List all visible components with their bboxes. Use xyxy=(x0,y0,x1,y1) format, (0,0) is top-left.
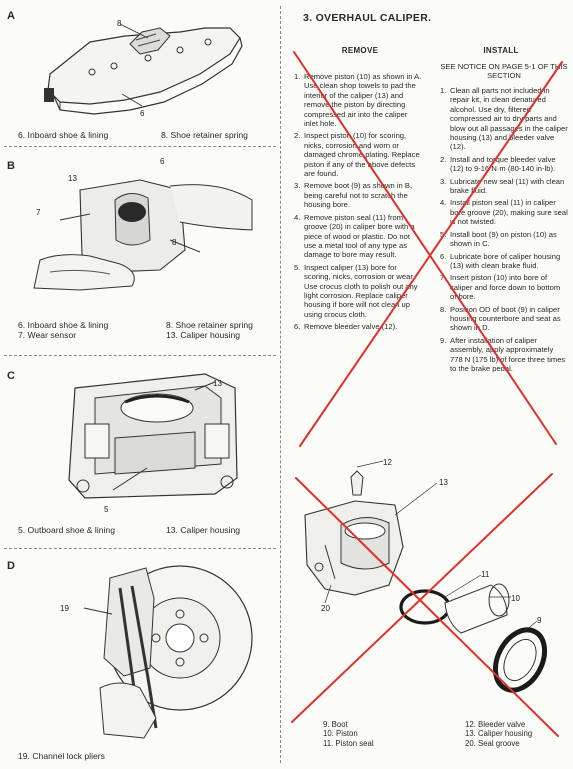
legend-left xyxy=(323,720,374,748)
install-step: 3. Lubricate new seal (11) with clean brake fluid. xyxy=(440,176,565,196)
callout-exploded-10: 10 xyxy=(511,594,520,603)
figure-a-caption-8: 8. Shoe retainer spring xyxy=(161,130,248,140)
remove-step: 1. Remove piston (10) as shown in A. Use clean shop towels to pad the interior of the caliper (13) and remove the piston by directing compressed air into the caliper inlet hole. xyxy=(294,72,422,129)
callout-exploded-13: 13 xyxy=(439,478,448,487)
figure-c-caption-13: 13. Caliper housing xyxy=(166,525,241,535)
callout-exploded-20: 20 xyxy=(321,604,330,613)
install-step: 4. Install piston seal (11) in caliper bore groove (20), making sure seal is not twisted. xyxy=(440,198,568,227)
install-step: 5. Install boot (9) on piston (10) as shown in C. xyxy=(440,229,557,249)
remove-step: 2. Inspect piston (10) for scoring, nicks, corrosion and worn or damaged chrome plating. Replace piston if any of the above defects are found. xyxy=(294,131,420,179)
figure-a-letter: A xyxy=(7,10,15,22)
callout-c-13: 13 xyxy=(213,379,222,388)
install-step: 8. Position OD of boot (9) in caliper housing counterbore and seat as shown in D. xyxy=(440,304,561,333)
legend-item: 11. Piston seal xyxy=(323,738,374,748)
figure-d-caption-19: 19. Channel lock pliers xyxy=(18,751,105,761)
install-heading: INSTALL xyxy=(483,46,519,55)
callout-exploded-12: 12 xyxy=(383,458,392,467)
figure-d-callouts xyxy=(0,548,281,769)
figure-b-caption-13: 13. Caliper housing xyxy=(166,330,241,340)
legend-item: 10. Piston xyxy=(323,729,358,739)
figure-a-caption-6: 6. Inboard shoe & lining xyxy=(18,130,109,140)
figure-b-caption-8: 8. Shoe retainer spring xyxy=(166,320,253,330)
legend-item: 12. Bleeder valve xyxy=(465,720,526,729)
callout-a-8: 8 xyxy=(117,19,122,28)
remove-steps-list xyxy=(294,72,422,335)
install-steps-list xyxy=(440,86,568,376)
figure-b-caption-7: 7. Wear sensor xyxy=(18,330,77,340)
callout-exploded-9: 9 xyxy=(537,616,542,625)
remove-heading: REMOVE xyxy=(341,46,379,55)
install-step: 2. Install and torque bleeder valve (12) to 9-16 N·m (80-140 in-lb). xyxy=(440,154,556,174)
install-step: 9. After installation of caliper assembly, apply approximately 778 N (175 lb) of force three times to the brake pedal. xyxy=(440,335,566,373)
figure-c-letter: C xyxy=(7,370,15,382)
remove-step: 5. Inspect caliper (13) bore for scoring, nicks, corrosion or wear. Use crocus cloth to polish out any light corrosion. Replace caliper housing if bore will not clean up using crocus cloth. xyxy=(294,262,418,319)
remove-step: 3. Remove boot (9) as shown in B, being careful not to scratch the housing bore. xyxy=(294,181,413,210)
legend-item: 9. Boot xyxy=(323,720,348,729)
install-step: 7. Insert piston (10) into bore of caliper and force down to bottom of bore. xyxy=(440,273,561,302)
legend-right xyxy=(465,720,532,748)
install-step: 1. Clean all parts not included in repair kit, in clean denatured alcohol. Use dry, filtered compressed air to dry parts and blow out all passages in the caliper housing (13) and bleeder valve (12). xyxy=(440,86,568,152)
legend-item: 20. Seal groove xyxy=(465,738,520,748)
figure-a-callouts xyxy=(0,0,281,146)
section-title: 3. OVERHAUL CALIPER. xyxy=(303,12,432,24)
callout-b-8: 8 xyxy=(172,238,177,247)
legend-item: 13. Caliper housing xyxy=(465,729,533,739)
callout-exploded-11: 11 xyxy=(481,570,490,579)
callout-a-6: 6 xyxy=(140,109,145,118)
figure-d-letter: D xyxy=(7,560,15,572)
callout-b-6: 6 xyxy=(160,157,165,166)
remove-step: 6. Remove bleeder valve (12). xyxy=(294,322,398,332)
figure-b-letter: B xyxy=(7,160,15,172)
install-step: 6. Lubricate bore of caliper housing (13) with clean brake fluid. xyxy=(440,251,561,270)
figure-b-caption-6: 6. Inboard shoe & lining xyxy=(18,320,109,330)
figure-c-caption-5: 5. Outboard shoe & lining xyxy=(18,525,115,535)
install-notice: SEE NOTICE ON PAGE 5-1 OF THIS SECTION xyxy=(440,62,568,81)
callout-c-5: 5 xyxy=(104,505,109,514)
callout-d-19: 19 xyxy=(60,604,69,613)
remove-step: 4. Remove piston seal (11) from groove (20) in caliper bore with a piece of wood or plastic. Do not use a metal tool of any type as damage to bore may result. xyxy=(294,212,415,260)
exploded-view-callouts xyxy=(285,455,570,715)
callout-b-13: 13 xyxy=(68,174,77,183)
callout-b-7: 7 xyxy=(36,208,41,217)
figure-c-callouts xyxy=(0,355,281,548)
